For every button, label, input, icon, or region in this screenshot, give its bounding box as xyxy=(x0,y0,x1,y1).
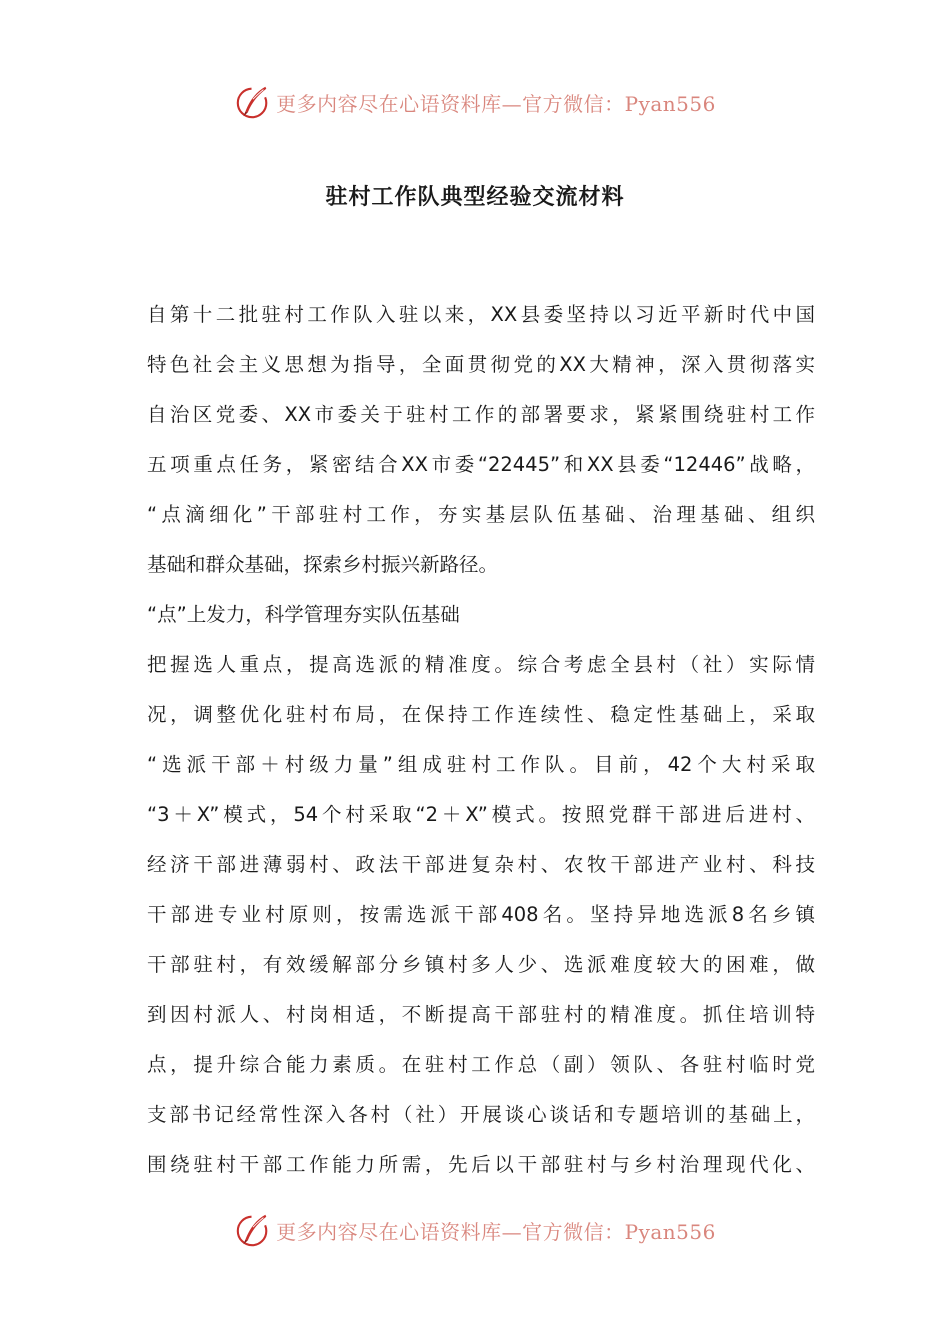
body-line: 自第十二批驻村工作队入驻以来，XX县委坚持以习近平新时代中国 xyxy=(147,303,815,326)
body-line: 况，调整优化驻村布局，在保持工作连续性、稳定性基础上，采取 xyxy=(147,703,815,726)
body-line: 五项重点任务，紧密结合XX市委“22445”和XX县委“12446”战略， xyxy=(147,453,815,476)
body-line: “点滴细化”干部驻村工作，夯实基层队伍基础、治理基础、组织 xyxy=(147,503,815,526)
body-line: 自治区党委、XX市委关于驻村工作的部署要求，紧紧围绕驻村工作 xyxy=(147,403,815,426)
body-line: 特色社会主义思想为指导，全面贯彻党的XX大精神，深入贯彻落实 xyxy=(147,353,815,376)
header-watermark xyxy=(0,82,950,122)
section-heading: “点”上发力，科学管理夯实队伍基础 xyxy=(147,603,460,626)
footer-watermark xyxy=(0,1210,950,1250)
body-line: 干部驻村，有效缓解部分乡镇村多人少、选派难度较大的困难，做 xyxy=(147,953,815,976)
body-line: 点，提升综合能力素质。在驻村工作总（副）领队、各驻村临时党 xyxy=(147,1053,815,1076)
document-body xyxy=(147,290,815,1190)
document-title: 驻村工作队典型经验交流材料 xyxy=(325,185,625,210)
body-line: 把握选人重点，提高选派的精准度。综合考虑全县村（社）实际情 xyxy=(147,653,815,676)
body-line: 到因村派人、村岗相适，不断提高干部驻村的精准度。抓住培训特 xyxy=(147,1003,815,1026)
quill-pen-circle-icon xyxy=(234,1211,272,1249)
header-watermark-text: 更多内容尽在心语资料库—官方微信：Pyan556 xyxy=(276,91,716,116)
quill-pen-circle-icon xyxy=(234,83,272,121)
body-line: 干部进专业村原则，按需选派干部408名。坚持异地选派8名乡镇 xyxy=(147,903,815,926)
body-line: 基础和群众基础，探索乡村振兴新路径。 xyxy=(147,553,499,576)
body-line: “3＋X”模式，54个村采取“2＋X”模式。按照党群干部进后进村、 xyxy=(147,803,815,826)
body-line: “选派干部＋村级力量”组成驻村工作队。目前，42个大村采取 xyxy=(147,753,815,776)
body-line: 支部书记经常性深入各村（社）开展谈心谈话和专题培训的基础上， xyxy=(147,1103,815,1126)
body-line: 经济干部进薄弱村、政法干部进复杂村、农牧干部进产业村、科技 xyxy=(147,853,815,876)
footer-watermark-text: 更多内容尽在心语资料库—官方微信：Pyan556 xyxy=(276,1219,716,1244)
body-line: 围绕驻村干部工作能力所需，先后以干部驻村与乡村治理现代化、 xyxy=(147,1153,815,1176)
